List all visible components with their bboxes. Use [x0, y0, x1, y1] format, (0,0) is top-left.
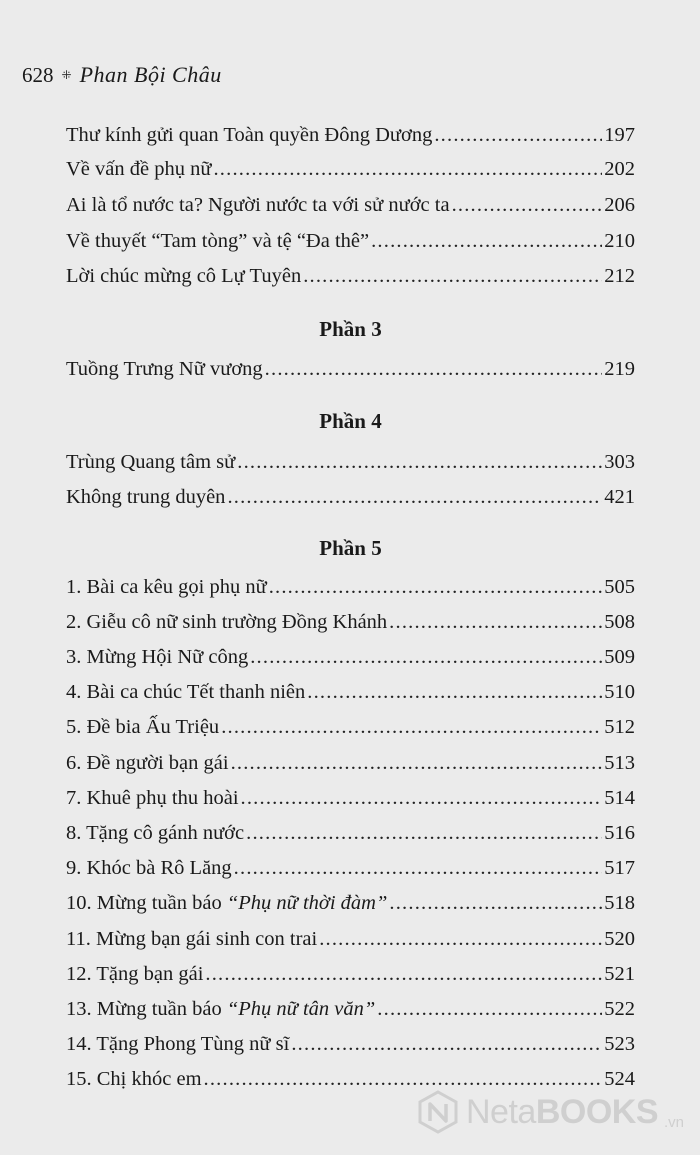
- toc-entry-page: 518: [604, 892, 635, 914]
- toc-entry: [66, 714, 635, 740]
- toc-entry: [66, 228, 635, 254]
- toc-entry-title-italic: “Phụ nữ tân văn”: [226, 998, 376, 1020]
- dot-leader: [221, 714, 602, 740]
- dot-leader: [213, 156, 602, 182]
- toc-entry-page: 513: [604, 752, 635, 774]
- toc-entry-title: 9. Khóc bà Rô Lăng: [66, 857, 232, 879]
- netabooks-watermark: [416, 1090, 684, 1134]
- toc-entry-title: 5. Đề bia Ấu Triệu: [66, 716, 220, 738]
- watermark-brand-light: Neta: [466, 1092, 536, 1131]
- toc-entry-page: 512: [604, 716, 635, 738]
- dot-leader: [234, 855, 603, 881]
- netabooks-logo-icon: [416, 1090, 460, 1134]
- toc-entry: [66, 961, 635, 987]
- dot-leader: [389, 890, 602, 916]
- toc-entry-title: 2. Giễu cô nữ sinh trường Đồng Khánh: [66, 611, 388, 633]
- toc-entry: [66, 890, 635, 916]
- toc-entry: [66, 785, 635, 811]
- toc-entry-title: 8. Tặng cô gánh nước: [66, 822, 245, 844]
- toc-entry: [66, 449, 635, 475]
- dot-leader: [227, 484, 602, 510]
- toc-entry-title: [66, 996, 375, 1022]
- toc-entry-title: [66, 890, 387, 916]
- section-heading-part-4: Phần 4: [319, 409, 382, 433]
- ornament-icon: ⁜: [61, 68, 72, 82]
- toc-entry-page: 206: [604, 194, 635, 216]
- toc-entry-title: 7. Khuê phụ thu hoài: [66, 787, 239, 809]
- dot-leader: [291, 1031, 602, 1057]
- dot-leader: [265, 356, 603, 382]
- toc-entry-page: 421: [604, 486, 635, 508]
- toc-entry-page: 303: [604, 451, 635, 473]
- toc-entry-title: Thư kính gửi quan Toàn quyền Đông Dương: [66, 124, 433, 146]
- toc-entry: [66, 122, 635, 148]
- toc-entry-page: 202: [604, 158, 635, 180]
- toc-entry-page: 219: [604, 358, 635, 380]
- page-number: 628: [22, 63, 54, 87]
- toc-entry-page: 508: [604, 611, 635, 633]
- toc-entry-page: 520: [604, 928, 635, 950]
- toc-entry: [66, 156, 635, 182]
- dot-leader: [452, 192, 603, 218]
- dot-leader: [231, 750, 603, 776]
- toc-entry: [66, 263, 635, 289]
- toc-entry: [66, 1066, 635, 1092]
- toc-entry-title: 12. Tặng bạn gái: [66, 963, 204, 985]
- toc-entry: [66, 1031, 635, 1057]
- running-head-author: Phan Bội Châu: [79, 62, 222, 87]
- toc-entry: [66, 609, 635, 635]
- toc-entry-title: Về thuyết “Tam tòng” và tệ “Đa thê”: [66, 230, 370, 252]
- dot-leader: [307, 679, 602, 705]
- toc-entry: [66, 855, 635, 881]
- dot-leader: [237, 449, 602, 475]
- toc-entry-title: Ai là tổ nước ta? Người nước ta với sử nước ta: [66, 194, 450, 216]
- dot-leader: [389, 609, 602, 635]
- toc-entry: [66, 644, 635, 670]
- dot-leader: [204, 1066, 603, 1092]
- page-header: [22, 62, 222, 88]
- toc-entry-page: 521: [604, 963, 635, 985]
- toc-entry-page: 514: [604, 787, 635, 809]
- toc-entry: [66, 820, 635, 846]
- section-heading-part-5: Phần 5: [319, 536, 382, 560]
- dot-leader: [371, 228, 602, 254]
- dot-leader: [303, 263, 602, 289]
- toc-entry-title: Không trung duyên: [66, 486, 226, 508]
- toc-entry-page: 523: [604, 1033, 635, 1055]
- dot-leader: [269, 574, 603, 600]
- toc-entry: [66, 996, 635, 1022]
- toc-entry-title: 4. Bài ca chúc Tết thanh niên: [66, 681, 306, 703]
- toc-entry: [66, 926, 635, 952]
- watermark-tld: .vn: [664, 1113, 685, 1131]
- toc-entry: [66, 574, 635, 600]
- toc-entry-title-prefix: 13. Mừng tuần báo: [66, 998, 227, 1020]
- toc-entry-page: 505: [604, 576, 635, 598]
- dot-leader: [205, 961, 602, 987]
- toc-entry-page: 517: [604, 857, 635, 879]
- toc-entry-title-prefix: 10. Mừng tuần báo: [66, 892, 227, 914]
- toc-entry-title: Về vấn đề phụ nữ: [66, 158, 212, 180]
- toc-entry-page: 510: [604, 681, 635, 703]
- dot-leader: [246, 820, 602, 846]
- toc-entry-page: 509: [604, 646, 635, 668]
- dot-leader: [250, 644, 602, 670]
- toc-entry-page: 516: [604, 822, 635, 844]
- toc-entry-title: 1. Bài ca kêu gọi phụ nữ: [66, 576, 267, 598]
- section-heading-part-3: Phần 3: [319, 317, 382, 341]
- toc-entry-page: 524: [604, 1068, 635, 1090]
- toc-entry-title: 6. Đề người bạn gái: [66, 752, 229, 774]
- toc-entry-title: 14. Tặng Phong Tùng nữ sĩ: [66, 1033, 290, 1055]
- dot-leader: [241, 785, 603, 811]
- dot-leader: [434, 122, 602, 148]
- toc-entry: [66, 484, 635, 510]
- toc-entry-page: 210: [604, 230, 635, 252]
- toc-entry-page: 212: [604, 265, 635, 287]
- toc-entry: [66, 356, 635, 382]
- toc-entry: [66, 750, 635, 776]
- dot-leader: [377, 996, 602, 1022]
- toc-entry-title-italic: “Phụ nữ thời đàm”: [226, 892, 388, 914]
- toc-entry-title: 15. Chị khóc em: [66, 1068, 202, 1090]
- toc-entry-title: Trùng Quang tâm sử: [66, 451, 236, 473]
- toc-entry: [66, 192, 635, 218]
- toc-entry-title: Lời chúc mừng cô Lự Tuyên: [66, 265, 302, 287]
- watermark-brand: [466, 1093, 658, 1132]
- toc-entry-page: 522: [604, 998, 635, 1020]
- toc-entry-title: 11. Mừng bạn gái sinh con trai: [66, 928, 318, 950]
- toc-entry-title: Tuồng Trưng Nữ vương: [66, 358, 263, 380]
- dot-leader: [319, 926, 602, 952]
- toc-entry-title: 3. Mừng Hội Nữ công: [66, 646, 249, 668]
- watermark-brand-bold: BOOKS: [535, 1092, 659, 1131]
- toc-entry-page: 197: [604, 124, 635, 146]
- toc-entry: [66, 679, 635, 705]
